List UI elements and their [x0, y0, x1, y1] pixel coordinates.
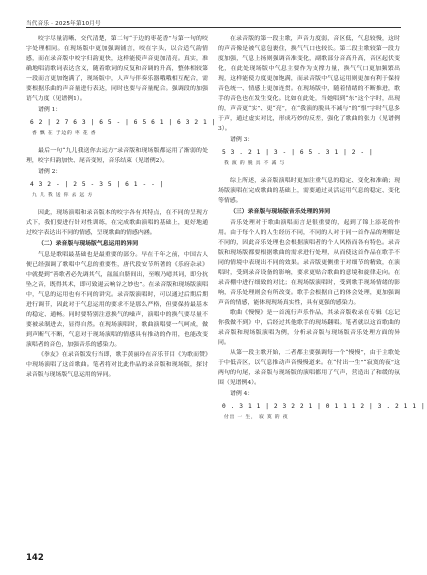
music-score-example-3: [218, 146, 400, 172]
left-column: [26, 34, 216, 380]
header-divider: [26, 27, 401, 28]
example-label: 谱例 1：: [38, 107, 62, 113]
paragraph: 因此，现场演唱和录音版本的咬字各有其特点，在不同的呈现方式下，我们要进行针对性训练，在完成歌曲演唱的基础上，更好地通过咬字表达出不同的情感，呈现歌曲的情感内涵。: [26, 210, 208, 236]
right-column: [218, 34, 426, 430]
score-notes: 5 3 . 2 1 | 3 - | 6 5 . 3 1 | 2 - |: [222, 149, 374, 156]
score-lyrics: 香 飘 在 于边的 枣 花 香: [32, 131, 97, 136]
music-score-example-2: [26, 178, 208, 204]
paragraph: 咬字尽量清晰、交代清楚，第二句“于边的枣花香”与第一句的咬字处理相同。在现场版中更加强调铺言，咬在字头，以合适气韵情感，而在录音版中咬字归韵更快，这样能使声音更加清亮。真实，准确地唱清歌词表达含义，随着歌词的反复和音调的升高，整体相较第一段而言更加饱满了，现场版中，人声与伴奏乐器哦哦相互配合，需要根据乐曲的声音量进行表达，同时也要与音量配合。强调段的加强语气力度（见谱例1）。: [26, 36, 208, 102]
score-notes: 4 3 2 - | 2 5 - 3 5 | 6 1 - - |: [30, 181, 165, 188]
journal-header: 当代音乐 · 2025年第10月号: [26, 21, 101, 27]
score-lyrics: 我 演 的 脱 具 不 减 与: [224, 161, 286, 166]
paragraph: 从第一段主歌开始，二者都主要强调每一个“慢慢”，由于主歌处于中低音区，以气息推动声音慢慢道来。在“付出一生”“寂寞的夜”这两句的句尾，录音版与现场版的演唱都用了气声，营造出了和缓的氛围（见谱例4）。: [218, 350, 400, 386]
music-score-example-1: [26, 116, 216, 142]
example-label: 谱例 3：: [230, 137, 254, 143]
score-notes: 6 2 | 2 7 6 3 | 6 5 - | 6 5 6 1 | 6 3 2 1 |: [30, 119, 216, 126]
paragraph: 在录音版的第一段主歌，声音力度弱，音区低，气息较慢，这时的声音像是被气息包裹住，换气气口也较长。第二段主歌较第一段力度加强，气息上扬则强调音准变化，副歌部分音高升高，音区起伏变化，在此处现场版中气息主要作为支撑力量，换气气口更加频繁出现，这样能使力度更加饱满，而录音版中气息运用则更加有利于保持音色统一、情感上更加连贯。在现场版中，随着情绪的不断推进，歌手的音色也在发生变化。比如在此处，当她唱到“东”这个字时，出现的，声音更“实”、更“亮”，在“我演的脱具不减与”的“恨”字时气息多于声，通过虚实对比，形成巧妙的反差，强化了歌曲的张力（见谱例3）。: [218, 36, 400, 132]
score-lyrics: 付出 一 生， 寂 寞 的 夜: [224, 415, 289, 420]
paragraph: 最后一句“九儿我送你去远方”录音版和现场版都运用了渐弱的处理，咬字归韵加快、尾音变短，音乐结束（见谱例2）。: [26, 148, 208, 164]
paragraph: 气息是歌唱最基础也是最重要的部分。早在千年之前，中国古人便已经强调了歌唱中气息的重要性，唐代段安节所著的《乐府杂录》中就提到“善歌者必先调其气，氤氲自脐间出，至喉乃噫其词，即分抗坠之音，既得其术，即可致遏云响谷之妙也”。在录音版和现场版演唱中，气息的运用也有不同的讲究。录音版演唱时，可以通过后期后期进行调节，因此对于气息运用的要求不是那么严格，但要保持最基本的稳定、通畅。同时要特别注意换气的噪声，演唱中的换气要尽量不要被录制进去，显得自然。在现场演唱时，歌曲演唱要一气呵成，做到声断气不断，气息对于现场演唱的情感具有推动的作用，也能改变演唱者的音色，加强音乐的感染力。: [26, 252, 208, 348]
page-number: 142: [26, 553, 44, 563]
score-lyrics: 九 儿 我 送 你 去 远 方: [32, 193, 94, 198]
music-score-example-4: [218, 400, 426, 426]
example-label: 谱例 4：: [230, 391, 254, 397]
paragraph: 综上所述，录音版演唱时更加注重气息的稳定、变化和准确；现场版演唱在完成歌曲的基础上，需要通过灵活运用气息的稳定、变化等情感。: [218, 178, 400, 204]
example-label: 谱例 2：: [38, 169, 62, 175]
section-heading: （三）录音版与现场版音乐处理的异同: [230, 208, 331, 215]
score-notes: 0 . 3 1 1 | 2 3 2 2 1 | 0 1 1 1 2 | 3 . 2 1 1 |: [222, 403, 426, 410]
paragraph: 歌曲《慢慢》是一首流行声乐作品，其录音版收录在专辑《忘记你我做不到》中，后经过其他歌手的现场翻唱。笔者就以这首歌曲的录音版和现场版演唱为例，分析录音版与现场版音乐处理方面的异同。: [218, 310, 400, 346]
section-heading: （二）录音版与现场版气息运用的异同: [38, 240, 139, 247]
paragraph: 《拳友》在录音版发行当即，歌手黄丽玲在音乐节目《为歌而赞》中现场演唱了这首歌曲。笔者将对比此作品的录音版和现场版，探讨录音版与现场版气息运用的异同。: [26, 352, 208, 378]
paragraph: 音乐处理对于歌曲演唱而言是很重要的，起到了锦上添花的作用。由于每个人的人生经历不同，不同的人对于同一首作品的理解是不同的，因此音乐处理也会根据演唱者的个人风格而各有特色。录音版和现场版都要根据歌曲的需求进行处理，从而使这首作品在歌手不同的情境中表现出不同的效果。录音版更侧重于对细节的精致，在演唱时，受到录音设备的影响，要求更贴合歌曲的意境和旋律走向。在录音棚中进行细致的对比；在现场版演唱时，受到歌手现场情绪的影响，音乐处理则会有所改变。歌手会根据自己的体会处理，更加强调声音的情感，能体现现场真实性，具有更强的感染力。: [218, 220, 400, 306]
